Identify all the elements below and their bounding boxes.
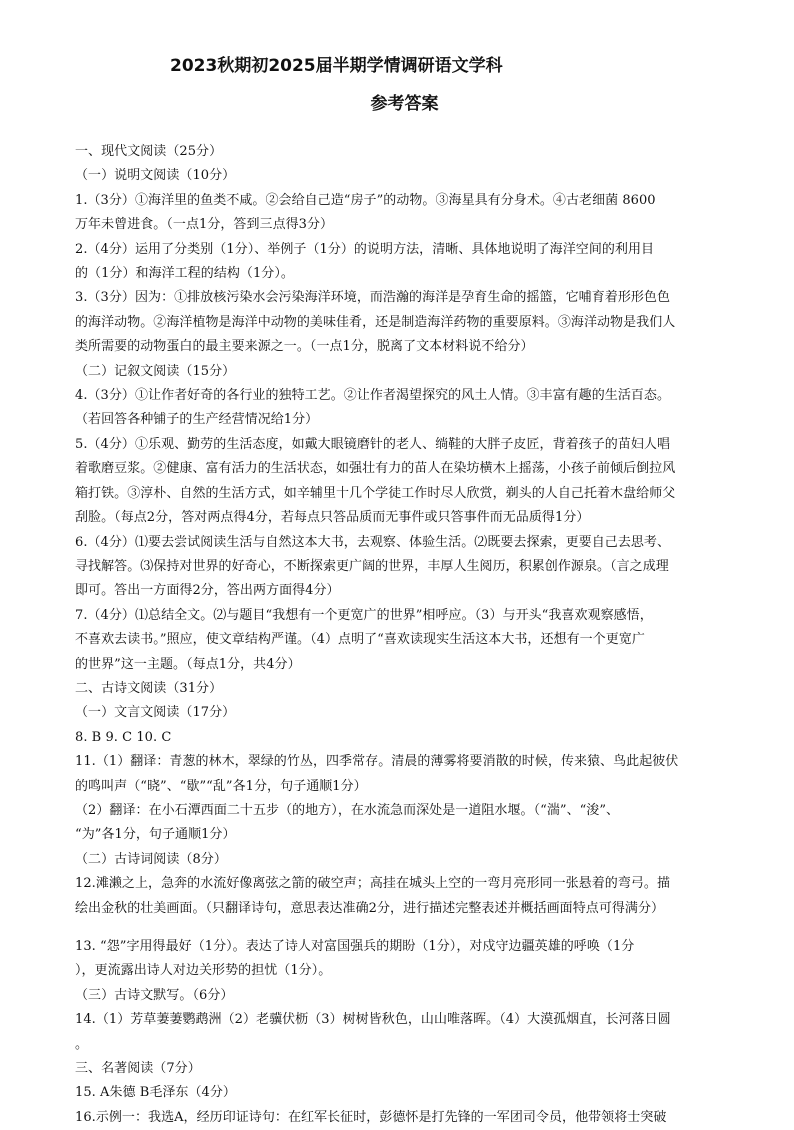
document-title: 2023秋期初2025届半期学情调研语文学科 (170, 56, 503, 76)
text-line: 的（1分）和海洋工程的结构（1分）。 (75, 266, 294, 282)
text-line: 三、名著阅读（7分） (75, 1061, 201, 1077)
text-line: 7.（4分）⑴总结全文。⑵与题目“我想有一个更宽广的世界”相呼应。（3）与开头“我喜欢观察感悟， (75, 607, 653, 623)
text-line: 14.（1）芳草萋萋鹦鹉洲（2）老骥伏枥（3）树树皆秋色，山山唯落晖。（4）大漠孤烟直，长河落日圆 (75, 1012, 671, 1028)
text-line: 15. A朱德 B毛泽东（4分） (75, 1085, 236, 1101)
text-line: 。 (75, 1036, 89, 1052)
text-line: 12.滩濑之上，急奔的水流好像离弦之箭的破空声；高挂在城头上空的一弯月亮形同一张悬着的弯弓。描 (75, 876, 671, 892)
text-line: 即可。答出一方面得2分，答出两方面得4分） (75, 583, 340, 599)
text-line: 刮脸。（每点2分，答对两点得4分，若每点只答品质而无事件或只答事件而无品质得1分） (75, 510, 590, 526)
text-line: 一、现代文阅读（25分） (75, 144, 223, 159)
text-line: 的鸣叫声（“晓”、“歇”“乱”各1分，句子通顺1分） (75, 778, 367, 794)
text-line: （2）翻译：在小石潭西面二十五步（的地方），在水流急而深处是一道阻水堰。（“湍”、“浚”、 (75, 802, 620, 818)
text-line: 着歌磨豆浆。②健康、富有活力的生活状态，如强壮有力的苗人在染坊横木上摇荡，小孩子前倾后倒拉风 (75, 461, 676, 477)
text-line: 二、古诗文阅读（31分） (75, 680, 223, 696)
text-line: 类所需要的动物蛋白的最主要来源之一。（一点1分，脱离了文本材料说不给分） (75, 339, 534, 355)
text-line: 寻找解答。⑶保持对世界的好奇心，不断探索更广阔的世界，丰厚人生阅历，积累创作源泉。（言之成理 (75, 558, 669, 574)
text-line: （若回答各种铺子的生产经营情况给1分） (75, 412, 319, 428)
answer-body (75, 140, 724, 1130)
blank-line (75, 921, 724, 935)
text-line: （三）古诗文默写。（6分） (75, 987, 234, 1003)
text-line: （一）文言文阅读（17分） (75, 705, 236, 721)
text-line: 8. B 9. C 10. C (75, 729, 172, 745)
text-line: 1.（3分）①海洋里的鱼类不咸。②会给自己造“房子”的动物。③海星具有分身术。④古老细菌 8600 (75, 192, 656, 208)
text-line: （二）记叙文阅读（15分） (75, 363, 236, 379)
document-subtitle: 参考答案 (370, 94, 439, 114)
text-line: 4.（3分）①让作者好奇的各行业的独特工艺。②让作者渴望探究的风土人情。③丰富有趣的生活百态。 (75, 388, 671, 404)
text-line: （二）古诗词阅读（8分） (75, 851, 227, 867)
text-line: 6.（4分）⑴要去尝试阅读生活与自然这本大书，去观察、体验生活。⑵既要去探索，更要自己去思考、 (75, 534, 671, 550)
text-line: 不喜欢去读书。”照应，使文章结构严谨。（4）点明了“喜欢读现实生活这本大书，还想有一个更宽广 (75, 632, 645, 648)
text-line: 11.（1）翻译：青葱的林木，翠绿的竹丛，四季常存。清晨的薄雾将要消散的时候，传来猿、鸟此起彼伏 (75, 754, 679, 770)
text-line: 箱打铁。③淳朴、自然的生活方式，如辛辅里十几个学徒工作时尽人欣赏，剃头的人自己托着木盘给师父 (75, 485, 676, 501)
text-line: 16.示例一：我选A，经历印证诗句：在红军长征时，彭德怀是打先锋的一军团司令员，他带领将士突破 (75, 1109, 667, 1125)
text-line: 5.（4分）①乐观、勤劳的生活态度，如戴大眼镜磨针的老人、绱鞋的大胖子皮匠，背着孩子的苗妇人唱 (75, 436, 671, 452)
text-line: “为”各1分，句子通顺1分） (75, 827, 236, 843)
text-line: ），更流露出诗人对边关形势的担忧（1分）。 (75, 963, 332, 979)
text-line: 2.（4分）运用了分类别（1分）、举例子（1分）的说明方法，清晰、具体地说明了海洋空间的利用目 (75, 241, 655, 257)
text-line: 3.（3分）因为：①排放核污染水会污染海洋环境，而浩瀚的海洋是孕育生命的摇篮，它哺育着形形色色 (75, 290, 671, 306)
text-line: 绘出金秋的壮美画面。（只翻译诗句，意思表达准确2分，进行描述完整表述并概括画面特点可得满分） (75, 900, 665, 916)
text-line: 万年未曾进食。（一点1分，答到三点得3分） (75, 217, 334, 233)
text-line: 13. “怨”字用得最好（1分）。表达了诗人对富国强兵的期盼（1分），对戍守边疆英雄的呼唤（1分 (75, 939, 635, 954)
text-line: 的海洋动物。②海洋植物是海洋中动物的美味佳肴，还是制造海洋药物的重要原料。③海洋动物是我们人 (75, 314, 676, 330)
text-line: 的世界”这一主题。（每点1分，共4分） (75, 656, 301, 672)
text-line: （一）说明文阅读（10分） (75, 168, 236, 184)
